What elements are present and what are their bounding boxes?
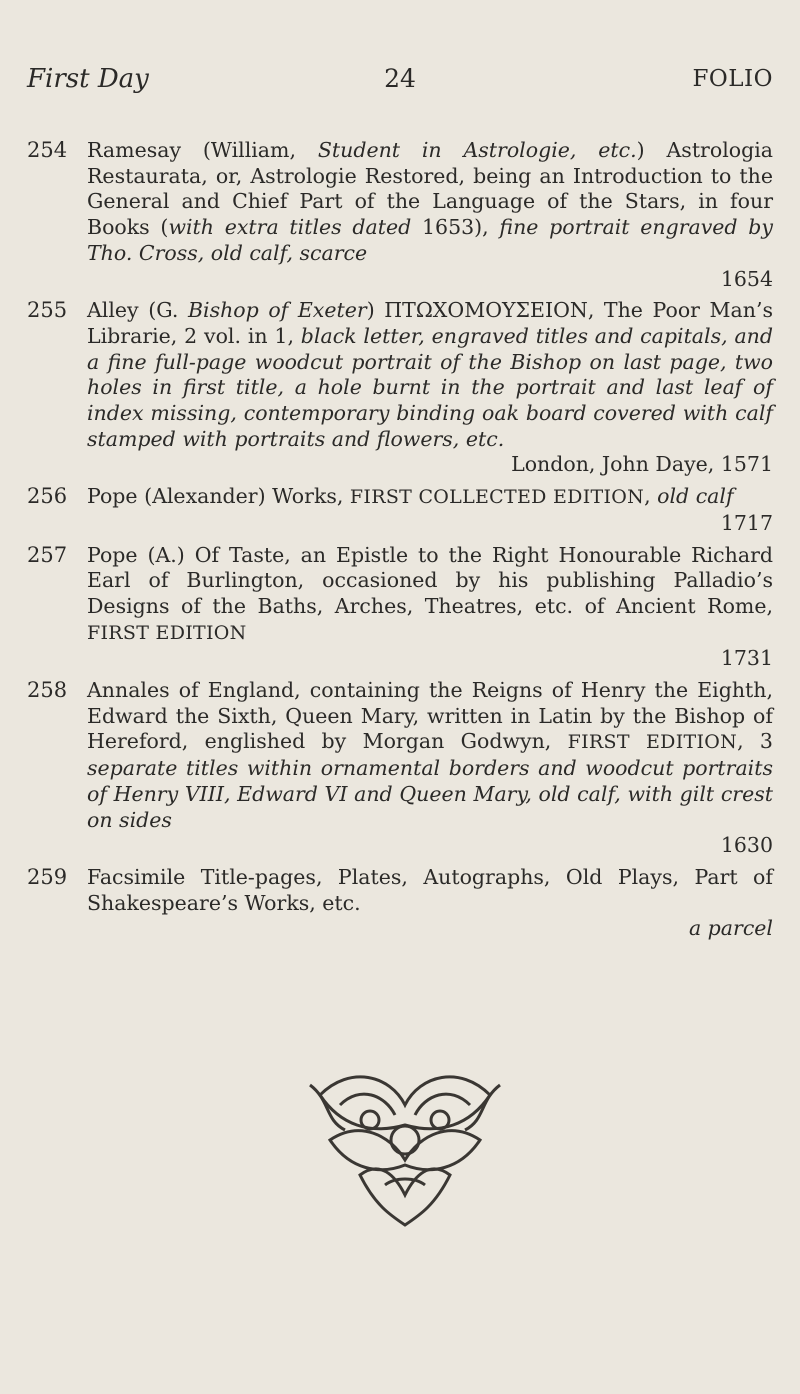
lot-date: 1717 <box>720 510 773 535</box>
lot-entry <box>27 484 773 536</box>
lot-text-segment: fine portrait engraved by Tho. Cross, old calf, scarce <box>87 215 773 265</box>
lot-number: 257 <box>27 542 68 567</box>
lot-number: 258 <box>27 678 68 703</box>
lot-entry <box>27 543 773 673</box>
lot-number: 254 <box>27 138 68 162</box>
lot-description <box>87 484 773 536</box>
lot-text-segment: FIRST EDITION <box>567 731 738 754</box>
lot-text-segment: Facsimile Title-pages, Plates, Autographs, Old Plays, Part of Shakespeare’s Works, etc. <box>87 864 773 915</box>
page-number: 24 <box>384 64 416 93</box>
lot-text-segment: ) Astrologia Restaurata, or, Astrologie Restored, being an Introduction to the General and Chief Part of the Language of the Stars, in four Books ( <box>87 138 773 240</box>
lot-date: 1654 <box>720 266 773 291</box>
lot-text-segment: FIRST COLLECTED EDITION <box>349 486 645 509</box>
lot-description <box>87 865 773 942</box>
lot-text-segment: Pope (A.) Of Taste, an Epistle to the Right Honourable Richard Earl of Burlington, occasioned by his publishing Palladio’s Designs of the Baths, Arches, Theatres, etc. of Ancient Rome, <box>87 542 773 618</box>
lot-description <box>87 543 773 673</box>
lot-date: London, John Daye, 1571 <box>511 452 773 477</box>
lot-text-segment: black letter, engraved titles and capitals, and a fine full-page woodcut portrait of the Bishop on last page, two holes in first title, a hole burnt in the portrait and last leaf of index missing, contemporary binding oak board covered with calf stamped with portraits and flowers, etc. <box>87 323 773 451</box>
lot-text-segment: Annales of England, containing the Reigns of Henry the Eighth, Edward the Sixth, Queen Mary, written in Latin by the Bishop of Hereford, englished by Morgan Godwyn, <box>87 678 773 754</box>
lot-text-segment: with extra titles dated <box>168 215 412 240</box>
lot-text-segment: Student in Astrologie, etc. <box>317 138 637 162</box>
page-header <box>27 64 773 104</box>
lot-entry <box>27 298 773 478</box>
lot-text-segment: 1653), <box>411 215 500 240</box>
lot-description <box>87 138 773 292</box>
lot-description <box>87 298 773 478</box>
lot-text-segment: Ramesay (William, <box>87 138 318 162</box>
lot-number: 255 <box>27 298 68 323</box>
lot-entry <box>27 865 773 942</box>
lot-text-segment: , <box>644 484 658 509</box>
printers-ornament-icon <box>300 1065 510 1235</box>
lot-date: 1630 <box>720 833 773 858</box>
lot-text-segment: separate titles within ornamental borders and woodcut portraits of Henry VIII, Edward VI and Queen Mary, old calf, with gilt crest on sides <box>87 756 773 832</box>
lot-number: 256 <box>27 484 68 509</box>
lot-text-segment: Bishop of Exeter <box>187 298 367 323</box>
day-heading: First Day <box>27 64 149 94</box>
lot-entry <box>27 138 773 292</box>
lot-text-segment: FIRST EDITION <box>87 621 247 644</box>
lot-text-segment: ) ΠΤΩΧΟΜΟΥΣΕΙΟΝ, The Poor Man’s Librarie, 2 vol. in 1, <box>87 298 773 348</box>
lot-date: 1731 <box>720 646 773 671</box>
lot-number: 259 <box>27 864 68 889</box>
lot-date: a parcel <box>688 916 773 941</box>
lot-text-segment: Pope (Alexander) Works, <box>87 484 350 509</box>
lot-text-segment: old calf <box>657 484 734 509</box>
lot-text-segment: , 3 <box>737 729 773 754</box>
lot-entry <box>27 678 773 859</box>
lot-list <box>27 138 773 948</box>
lot-description <box>87 678 773 859</box>
section-label: FOLIO <box>692 66 773 92</box>
lot-text-segment: Alley (G. <box>87 298 188 323</box>
